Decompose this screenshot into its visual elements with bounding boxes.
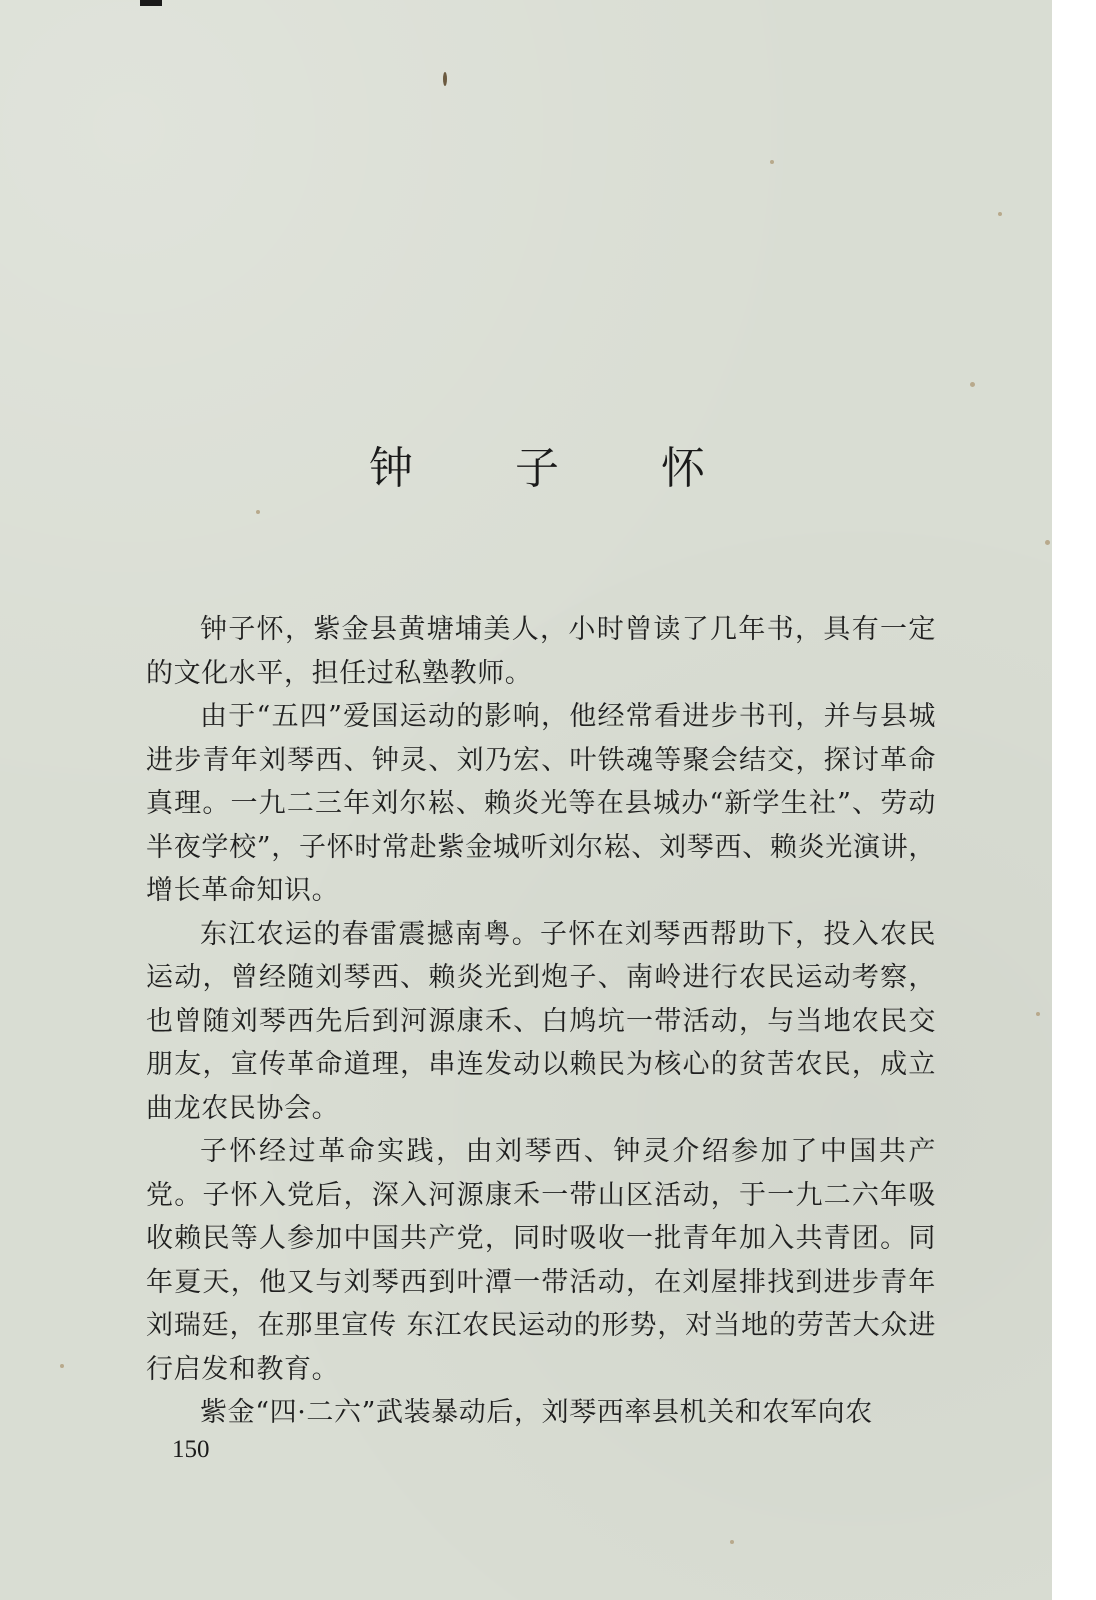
paper-speck — [1036, 1012, 1040, 1016]
scan-corner-mark — [140, 0, 162, 6]
paragraph: 钟子怀，紫金县黄塘埔美人，小时曾读了几年书，具有一定的文化水平，担任过私塾教师。 — [146, 614, 936, 689]
paper-speck — [770, 160, 774, 164]
paper-speck — [60, 1364, 64, 1368]
body-text — [146, 608, 936, 1435]
page-number: 150 — [172, 1436, 210, 1463]
paragraph: 子怀经过革命实践，由刘琴西、钟灵介绍参加了中国共产党。子怀入党后，深入河源康禾一带山区活动，于一九二六年吸收赖民等人参加中国共产党，同时吸收一批青年加入共青团。同年夏天，他又与刘琴西到叶潭一带活动，在刘屋排找到进步青年刘瑞廷，在那里宣传 东江农民运动的形势，对当地的劳苦大众进行启发和教育。 — [146, 1136, 936, 1385]
paper-speck — [998, 212, 1002, 216]
paper-speck — [730, 1540, 734, 1544]
scan-edge-strip — [1052, 0, 1074, 1600]
paper-speck — [443, 72, 447, 86]
paper-speck — [256, 510, 260, 514]
paragraph: 紫金“四·二六”武装暴动后，刘琴西率县机关和农军向农 — [200, 1397, 873, 1428]
paper-speck — [1045, 540, 1050, 545]
paper-speck — [970, 382, 975, 387]
page-title: 钟 子 怀 — [369, 443, 749, 494]
paragraph: 由于“五四”爱国运动的影响，他经常看进步书刊，并与县城进步青年刘琴西、钟灵、刘乃宏、叶铁魂等聚会结交，探讨革命真理。一九二三年刘尔崧、赖炎光等在县城办“新学生社”、劳动半夜学校”，子怀时常赴紫金城听刘尔崧、刘琴西、赖炎光演讲，增长革命知识。 — [146, 701, 936, 906]
paragraph: 东江农运的春雷震撼南粤。子怀在刘琴西帮助下，投入农民运动，曾经随刘琴西、赖炎光到炮子、南岭进行农民运动考察，也曾随刘琴西先后到河源康禾、白鸠坑一带活动，与当地农民交朋友，宣传革命道理，串连发动以赖民为核心的贫苦农民，成立曲龙农民协会。 — [146, 918, 936, 1124]
